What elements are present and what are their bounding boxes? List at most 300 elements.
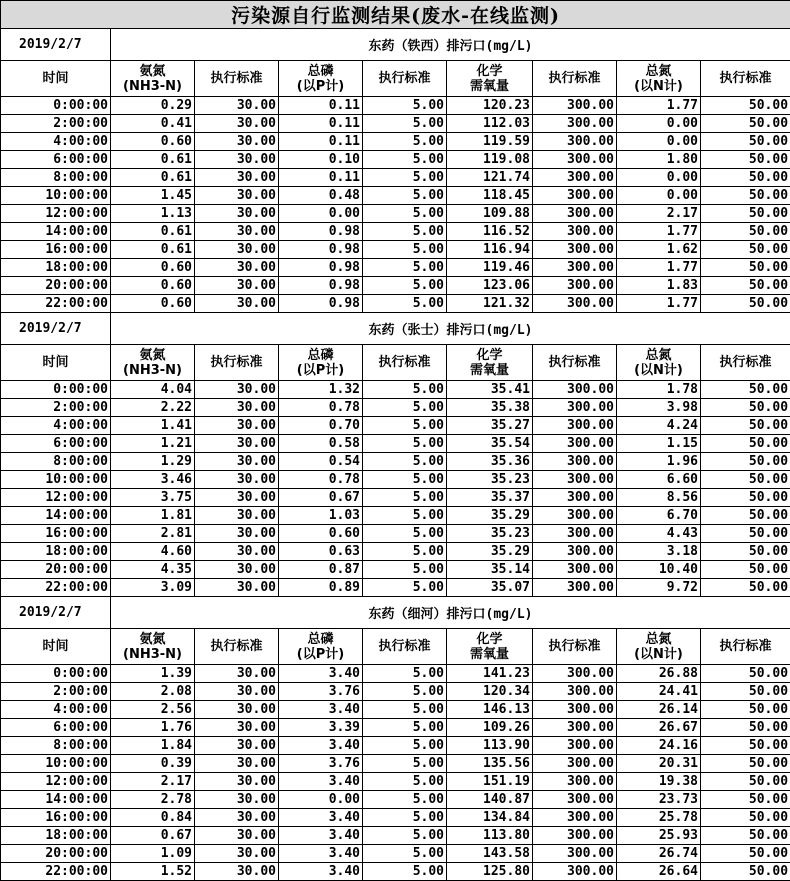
value-cell: 300.00 [533,115,617,133]
time-cell: 22:00:00 [1,863,111,881]
value-cell: 1.80 [617,151,701,169]
value-cell: 300.00 [533,97,617,115]
value-cell: 300.00 [533,417,617,435]
value-cell: 30.00 [195,755,279,773]
value-cell: 35.38 [447,399,533,417]
value-cell: 50.00 [701,737,790,755]
table-row [1,295,790,313]
column-header: 执行标准 [195,61,279,97]
value-cell: 5.00 [363,845,447,863]
value-cell: 300.00 [533,381,617,399]
value-cell: 300.00 [533,489,617,507]
value-cell: 5.00 [363,453,447,471]
value-cell: 5.00 [363,561,447,579]
table-row [1,791,790,809]
column-header: 执行标准 [701,61,790,97]
value-cell: 30.00 [195,809,279,827]
value-cell: 30.00 [195,151,279,169]
time-cell: 14:00:00 [1,223,111,241]
value-cell: 30.00 [195,169,279,187]
value-cell: 26.14 [617,701,701,719]
value-cell: 120.23 [447,97,533,115]
value-cell: 119.46 [447,259,533,277]
value-cell: 300.00 [533,737,617,755]
value-cell: 0.00 [617,187,701,205]
time-cell: 0:00:00 [1,665,111,683]
table-row [1,755,790,773]
value-cell: 118.45 [447,187,533,205]
value-cell: 300.00 [533,525,617,543]
value-cell: 2.22 [111,399,195,417]
value-cell: 3.40 [279,809,363,827]
value-cell: 119.59 [447,133,533,151]
value-cell: 300.00 [533,223,617,241]
time-cell: 10:00:00 [1,187,111,205]
value-cell: 5.00 [363,471,447,489]
value-cell: 112.03 [447,115,533,133]
report-title: 污染源自行监测结果(废水-在线监测) [1,1,790,29]
time-cell: 12:00:00 [1,773,111,791]
value-cell: 1.13 [111,205,195,223]
value-cell: 50.00 [701,827,790,845]
value-cell: 1.32 [279,381,363,399]
column-header: 化学 需氧量 [447,345,533,381]
value-cell: 5.00 [363,295,447,313]
value-cell: 50.00 [701,133,790,151]
value-cell: 5.00 [363,223,447,241]
time-cell: 4:00:00 [1,133,111,151]
value-cell: 119.08 [447,151,533,169]
time-cell: 0:00:00 [1,97,111,115]
value-cell: 123.06 [447,277,533,295]
value-cell: 30.00 [195,827,279,845]
value-cell: 0.98 [279,295,363,313]
value-cell: 26.74 [617,845,701,863]
value-cell: 35.14 [447,561,533,579]
value-cell: 1.84 [111,737,195,755]
value-cell: 50.00 [701,259,790,277]
value-cell: 140.87 [447,791,533,809]
column-header: 总氮 (以N计) [617,629,701,665]
value-cell: 50.00 [701,755,790,773]
value-cell: 5.00 [363,259,447,277]
value-cell: 3.40 [279,737,363,755]
column-header: 时间 [1,345,111,381]
value-cell: 116.52 [447,223,533,241]
value-cell: 50.00 [701,773,790,791]
value-cell: 35.23 [447,471,533,489]
time-cell: 8:00:00 [1,453,111,471]
value-cell: 3.98 [617,399,701,417]
value-cell: 3.40 [279,845,363,863]
value-cell: 50.00 [701,295,790,313]
title-row [1,1,790,29]
value-cell: 24.16 [617,737,701,755]
value-cell: 30.00 [195,543,279,561]
value-cell: 5.00 [363,773,447,791]
value-cell: 6.60 [617,471,701,489]
value-cell: 0.41 [111,115,195,133]
table-row [1,417,790,435]
value-cell: 5.00 [363,665,447,683]
value-cell: 151.19 [447,773,533,791]
section-outlet-title: 东药（细河）排污口(mg/L) [111,597,790,629]
value-cell: 0.70 [279,417,363,435]
value-cell: 50.00 [701,561,790,579]
value-cell: 1.45 [111,187,195,205]
value-cell: 30.00 [195,205,279,223]
value-cell: 0.11 [279,97,363,115]
value-cell: 30.00 [195,471,279,489]
table-row [1,169,790,187]
value-cell: 50.00 [701,453,790,471]
time-cell: 0:00:00 [1,381,111,399]
value-cell: 30.00 [195,845,279,863]
value-cell: 30.00 [195,525,279,543]
value-cell: 5.00 [363,701,447,719]
column-header: 执行标准 [195,629,279,665]
table-row [1,683,790,701]
value-cell: 0.67 [279,489,363,507]
value-cell: 1.77 [617,259,701,277]
value-cell: 1.09 [111,845,195,863]
value-cell: 143.58 [447,845,533,863]
table-row [1,525,790,543]
column-header: 总磷 (以P计) [279,345,363,381]
value-cell: 5.00 [363,169,447,187]
value-cell: 8.56 [617,489,701,507]
column-header: 时间 [1,61,111,97]
value-cell: 24.41 [617,683,701,701]
value-cell: 300.00 [533,701,617,719]
value-cell: 50.00 [701,381,790,399]
value-cell: 0.61 [111,241,195,259]
value-cell: 0.60 [111,133,195,151]
value-cell: 300.00 [533,241,617,259]
value-cell: 3.46 [111,471,195,489]
column-header: 总磷 (以P计) [279,629,363,665]
table-row [1,277,790,295]
time-cell: 12:00:00 [1,205,111,223]
value-cell: 5.00 [363,435,447,453]
value-cell: 35.36 [447,453,533,471]
table-row [1,507,790,525]
column-header: 执行标准 [533,61,617,97]
table-row [1,579,790,597]
table-row [1,737,790,755]
value-cell: 30.00 [195,791,279,809]
value-cell: 30.00 [195,381,279,399]
value-cell: 50.00 [701,791,790,809]
value-cell: 35.37 [447,489,533,507]
value-cell: 0.78 [279,399,363,417]
value-cell: 1.21 [111,435,195,453]
column-header: 总氮 (以N计) [617,345,701,381]
value-cell: 0.61 [111,169,195,187]
value-cell: 30.00 [195,579,279,597]
table-row [1,453,790,471]
value-cell: 9.72 [617,579,701,597]
value-cell: 0.63 [279,543,363,561]
value-cell: 300.00 [533,863,617,881]
column-header: 执行标准 [701,629,790,665]
value-cell: 300.00 [533,543,617,561]
value-cell: 19.38 [617,773,701,791]
value-cell: 50.00 [701,205,790,223]
column-header-row [1,345,790,381]
value-cell: 5.00 [363,417,447,435]
value-cell: 300.00 [533,827,617,845]
value-cell: 1.76 [111,719,195,737]
value-cell: 1.81 [111,507,195,525]
value-cell: 30.00 [195,863,279,881]
value-cell: 30.00 [195,737,279,755]
value-cell: 0.00 [617,169,701,187]
value-cell: 30.00 [195,97,279,115]
time-cell: 4:00:00 [1,701,111,719]
value-cell: 1.03 [279,507,363,525]
value-cell: 5.00 [363,863,447,881]
value-cell: 300.00 [533,169,617,187]
value-cell: 0.98 [279,223,363,241]
value-cell: 125.80 [447,863,533,881]
value-cell: 0.61 [111,151,195,169]
value-cell: 300.00 [533,791,617,809]
value-cell: 30.00 [195,259,279,277]
column-header: 执行标准 [701,345,790,381]
table-row [1,719,790,737]
value-cell: 135.56 [447,755,533,773]
value-cell: 30.00 [195,399,279,417]
value-cell: 5.00 [363,543,447,561]
time-cell: 8:00:00 [1,169,111,187]
column-header: 总氮 (以N计) [617,61,701,97]
column-header: 时间 [1,629,111,665]
value-cell: 300.00 [533,205,617,223]
value-cell: 50.00 [701,507,790,525]
value-cell: 146.13 [447,701,533,719]
value-cell: 3.76 [279,683,363,701]
value-cell: 5.00 [363,205,447,223]
value-cell: 5.00 [363,737,447,755]
value-cell: 2.56 [111,701,195,719]
value-cell: 30.00 [195,561,279,579]
value-cell: 0.54 [279,453,363,471]
table-row [1,471,790,489]
value-cell: 5.00 [363,791,447,809]
value-cell: 30.00 [195,665,279,683]
value-cell: 1.96 [617,453,701,471]
value-cell: 0.11 [279,115,363,133]
value-cell: 0.00 [279,791,363,809]
column-header: 执行标准 [195,345,279,381]
value-cell: 113.80 [447,827,533,845]
value-cell: 5.00 [363,683,447,701]
value-cell: 30.00 [195,187,279,205]
value-cell: 300.00 [533,453,617,471]
value-cell: 30.00 [195,489,279,507]
value-cell: 30.00 [195,133,279,151]
value-cell: 113.90 [447,737,533,755]
value-cell: 26.67 [617,719,701,737]
value-cell: 3.76 [279,755,363,773]
value-cell: 1.41 [111,417,195,435]
value-cell: 50.00 [701,863,790,881]
column-header: 氨氮 (NH3-N) [111,61,195,97]
table-row [1,827,790,845]
time-cell: 2:00:00 [1,683,111,701]
value-cell: 25.93 [617,827,701,845]
value-cell: 300.00 [533,151,617,169]
value-cell: 300.00 [533,399,617,417]
value-cell: 50.00 [701,683,790,701]
value-cell: 26.88 [617,665,701,683]
value-cell: 2.17 [617,205,701,223]
table-row [1,259,790,277]
value-cell: 35.07 [447,579,533,597]
value-cell: 23.73 [617,791,701,809]
section-header-row [1,29,790,61]
value-cell: 3.40 [279,701,363,719]
value-cell: 300.00 [533,773,617,791]
value-cell: 0.67 [111,827,195,845]
value-cell: 1.77 [617,97,701,115]
value-cell: 0.48 [279,187,363,205]
value-cell: 50.00 [701,701,790,719]
value-cell: 3.40 [279,863,363,881]
value-cell: 300.00 [533,809,617,827]
section-header-row [1,313,790,345]
value-cell: 2.78 [111,791,195,809]
value-cell: 116.94 [447,241,533,259]
column-header: 执行标准 [533,629,617,665]
column-header-row [1,61,790,97]
value-cell: 35.41 [447,381,533,399]
value-cell: 300.00 [533,755,617,773]
column-header: 氨氮 (NH3-N) [111,629,195,665]
value-cell: 30.00 [195,507,279,525]
value-cell: 5.00 [363,827,447,845]
value-cell: 1.52 [111,863,195,881]
section-date: 2019/2/7 [1,597,111,629]
value-cell: 50.00 [701,579,790,597]
time-cell: 14:00:00 [1,791,111,809]
table-row [1,665,790,683]
value-cell: 121.74 [447,169,533,187]
value-cell: 5.00 [363,151,447,169]
table-row [1,809,790,827]
value-cell: 26.64 [617,863,701,881]
value-cell: 5.00 [363,489,447,507]
value-cell: 50.00 [701,417,790,435]
value-cell: 5.00 [363,133,447,151]
column-header: 化学 需氧量 [447,61,533,97]
value-cell: 0.29 [111,97,195,115]
time-cell: 16:00:00 [1,525,111,543]
value-cell: 300.00 [533,295,617,313]
value-cell: 35.27 [447,417,533,435]
section-outlet-title: 东药（张士）排污口(mg/L) [111,313,790,345]
value-cell: 5.00 [363,97,447,115]
value-cell: 0.60 [279,525,363,543]
section-outlet-title: 东药（铁西）排污口(mg/L) [111,29,790,61]
value-cell: 109.88 [447,205,533,223]
value-cell: 109.26 [447,719,533,737]
value-cell: 0.58 [279,435,363,453]
table-row [1,845,790,863]
value-cell: 300.00 [533,133,617,151]
value-cell: 5.00 [363,755,447,773]
time-cell: 22:00:00 [1,295,111,313]
value-cell: 0.98 [279,277,363,295]
value-cell: 300.00 [533,561,617,579]
value-cell: 3.18 [617,543,701,561]
value-cell: 30.00 [195,701,279,719]
value-cell: 0.60 [111,259,195,277]
value-cell: 1.77 [617,295,701,313]
value-cell: 30.00 [195,277,279,295]
value-cell: 2.81 [111,525,195,543]
table-row [1,435,790,453]
column-header: 化学 需氧量 [447,629,533,665]
table-row [1,381,790,399]
value-cell: 1.62 [617,241,701,259]
time-cell: 22:00:00 [1,579,111,597]
table-row [1,97,790,115]
value-cell: 50.00 [701,719,790,737]
value-cell: 3.40 [279,665,363,683]
value-cell: 30.00 [195,241,279,259]
value-cell: 30.00 [195,295,279,313]
value-cell: 0.89 [279,579,363,597]
value-cell: 0.98 [279,241,363,259]
time-cell: 20:00:00 [1,277,111,295]
value-cell: 50.00 [701,223,790,241]
time-cell: 6:00:00 [1,151,111,169]
table-row [1,489,790,507]
value-cell: 121.32 [447,295,533,313]
value-cell: 50.00 [701,435,790,453]
column-header: 执行标准 [363,61,447,97]
time-cell: 14:00:00 [1,507,111,525]
value-cell: 0.39 [111,755,195,773]
value-cell: 10.40 [617,561,701,579]
value-cell: 1.83 [617,277,701,295]
value-cell: 30.00 [195,223,279,241]
value-cell: 5.00 [363,809,447,827]
value-cell: 0.11 [279,169,363,187]
value-cell: 5.00 [363,241,447,259]
table-row [1,863,790,881]
table-row [1,701,790,719]
time-cell: 16:00:00 [1,809,111,827]
value-cell: 50.00 [701,809,790,827]
time-cell: 16:00:00 [1,241,111,259]
value-cell: 0.84 [111,809,195,827]
value-cell: 0.98 [279,259,363,277]
value-cell: 5.00 [363,115,447,133]
value-cell: 300.00 [533,579,617,597]
value-cell: 50.00 [701,169,790,187]
value-cell: 50.00 [701,151,790,169]
value-cell: 134.84 [447,809,533,827]
table-row [1,115,790,133]
time-cell: 18:00:00 [1,827,111,845]
value-cell: 0.87 [279,561,363,579]
value-cell: 300.00 [533,259,617,277]
value-cell: 300.00 [533,507,617,525]
time-cell: 18:00:00 [1,543,111,561]
